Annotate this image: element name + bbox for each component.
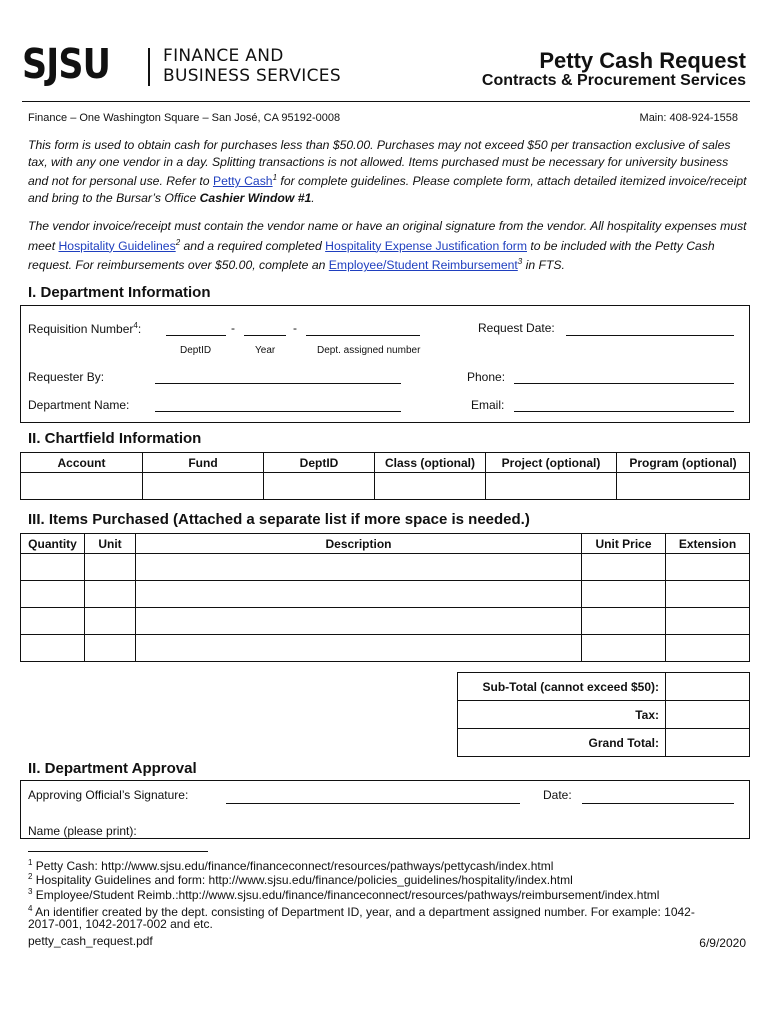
extension-input[interactable]	[666, 608, 750, 635]
revision-date: 6/9/2020	[699, 936, 746, 950]
intro-text: in FTS.	[522, 258, 565, 273]
footnote-text: Petty Cash: http://www.sjsu.edu/finance/financeconnect/resources/pathways/pettycash/index.html	[32, 859, 554, 873]
grand-total-label: Grand Total:	[458, 729, 666, 757]
signature-label: Approving Official’s Signature:	[28, 788, 189, 802]
subtotal-label: Sub-Total (cannot exceed $50):	[458, 673, 666, 701]
deptid-input[interactable]	[264, 473, 375, 500]
reimbursement-link[interactable]: Employee/Student Reimbursement	[328, 258, 518, 273]
extension-input[interactable]	[666, 554, 750, 581]
footnote-number: 1	[28, 858, 33, 867]
footnote-ref: 4	[133, 321, 138, 330]
intro-text: and a required completed	[180, 238, 326, 253]
print-name-label: Name (please print):	[28, 824, 137, 838]
sjsu-logo: SJSU	[22, 40, 111, 88]
tax-input[interactable]	[666, 701, 750, 729]
quantity-input[interactable]	[21, 608, 85, 635]
quantity-input[interactable]	[21, 554, 85, 581]
totals-table	[457, 672, 750, 757]
unit-input[interactable]	[85, 554, 136, 581]
fund-input[interactable]	[143, 473, 264, 500]
req-year-field[interactable]	[244, 335, 286, 336]
footnote-ref: 1	[272, 173, 278, 183]
requester-field[interactable]	[155, 383, 401, 384]
unit-price-input[interactable]	[582, 581, 666, 608]
phone-label: Phone:	[467, 370, 506, 384]
department-name-field[interactable]	[155, 411, 401, 412]
form-title: Petty Cash Request	[539, 48, 746, 73]
description-input[interactable]	[136, 581, 582, 608]
item-row	[21, 635, 750, 662]
quantity-input[interactable]	[21, 581, 85, 608]
tax-label: Tax:	[458, 701, 666, 729]
intro-text: .	[311, 190, 315, 205]
program-input[interactable]	[617, 473, 750, 500]
label-text: Requisition Number	[28, 322, 134, 336]
col-extension: Extension	[666, 534, 750, 554]
col-program: Program (optional)	[617, 453, 750, 473]
footnote-3	[28, 885, 659, 902]
col-project: Project (optional)	[486, 453, 617, 473]
main-phone: Main: 408-924-1558	[639, 112, 738, 124]
email-label: Email:	[471, 398, 505, 412]
col-account: Account	[21, 453, 143, 473]
dash: -	[231, 321, 235, 335]
account-input[interactable]	[21, 473, 143, 500]
phone-field[interactable]	[514, 383, 734, 384]
signature-field[interactable]	[226, 803, 520, 804]
req-deptid-field[interactable]	[166, 335, 226, 336]
logo-department	[163, 46, 341, 86]
dept-info-heading: I. Department Information	[28, 284, 211, 301]
email-field[interactable]	[514, 411, 734, 412]
col-deptid: DeptID	[264, 453, 375, 473]
quantity-input[interactable]	[21, 635, 85, 662]
footnote-4-cont: 2017-001, 1042-2017-002 and etc.	[28, 917, 213, 931]
petty-cash-link[interactable]: Petty Cash	[212, 174, 273, 189]
extension-input[interactable]	[666, 581, 750, 608]
logo-line-2: BUSINESS SERVICES	[163, 66, 341, 86]
label-colon: :	[137, 322, 142, 336]
items-table	[20, 533, 750, 662]
cashier-window: Cashier Window #1	[199, 190, 312, 205]
chartfield-heading: II. Chartfield Information	[28, 430, 202, 447]
grand-total-input[interactable]	[666, 729, 750, 757]
unit-price-input[interactable]	[582, 635, 666, 662]
hospitality-guidelines-link[interactable]: Hospitality Guidelines	[58, 238, 176, 253]
dash: -	[293, 321, 297, 335]
item-row	[21, 608, 750, 635]
department-name-label: Department Name:	[28, 398, 130, 412]
unit-input[interactable]	[85, 581, 136, 608]
logo-line-1: FINANCE AND	[163, 46, 284, 66]
unit-price-input[interactable]	[582, 554, 666, 581]
item-row	[21, 554, 750, 581]
footnote-ref: 3	[517, 257, 523, 267]
unit-input[interactable]	[85, 608, 136, 635]
footnote-rule	[28, 851, 208, 852]
unit-input[interactable]	[85, 635, 136, 662]
approval-date-label: Date:	[543, 788, 572, 802]
intro-text: This form is used to obtain cash for purchases less than $50.00. Purchases may not exceed $50 per transaction exclusive of sales tax, with any one vendor in a day. Splitting transactions is not allowed. Items purchased must be necessary for university business and not for personal use. Refer to	[28, 138, 731, 189]
extension-input[interactable]	[666, 635, 750, 662]
footnote-text: Hospitality Guidelines and form: http://www.sjsu.edu/finance/policies_guidelines/hospitality/index.html	[32, 873, 573, 887]
header-rule	[22, 101, 750, 102]
req-seq-field[interactable]	[306, 335, 420, 336]
intro-text: The vendor invoice/receipt must contain the vendor name or have an original signature from the vendor. All hospitality expenses must meet	[28, 219, 747, 253]
intro-paragraph-2	[28, 218, 748, 274]
footnote-ref: 2	[175, 237, 181, 247]
request-date-label: Request Date:	[478, 321, 555, 335]
items-heading: III. Items Purchased (Attached a separate list if more space is needed.)	[28, 511, 530, 528]
year-hint: Year	[255, 345, 276, 356]
footnote-text: Employee/Student Reimb.:http://www.sjsu.edu/finance/financeconnect/resources/pathways/reimbursement/index.html	[32, 888, 660, 902]
intro-text: to be included with the Petty Cash request. For reimbursements over $50.00, complete an	[28, 238, 715, 273]
subtotal-input[interactable]	[666, 673, 750, 701]
footnote-number: 3	[28, 887, 33, 896]
footnote-text: An identifier created by the dept. consisting of Department ID, year, and a department assigned number. For example: 1042-	[32, 905, 695, 919]
project-input[interactable]	[486, 473, 617, 500]
description-input[interactable]	[136, 608, 582, 635]
col-class: Class (optional)	[375, 453, 486, 473]
approval-heading: II. Department Approval	[28, 760, 197, 777]
col-unit: Unit	[85, 534, 136, 554]
col-fund: Fund	[143, 453, 264, 473]
form-subtitle: Contracts & Procurement Services	[481, 72, 746, 89]
requisition-number-label	[28, 321, 141, 336]
description-input[interactable]	[136, 554, 582, 581]
address: Finance – One Washington Square – San José, CA 95192-0008	[28, 112, 341, 124]
deptid-hint: DeptID	[180, 345, 212, 356]
col-quantity: Quantity	[21, 534, 85, 554]
intro-text: for complete guidelines. Please complete form, attach detailed itemized invoice/receipt and bring to the Bursar’s Office	[28, 174, 747, 205]
hospitality-justification-link[interactable]: Hospitality Expense Justification form	[325, 238, 527, 253]
col-description: Description	[136, 534, 582, 554]
col-unit-price: Unit Price	[582, 534, 666, 554]
footnote-number: 2	[28, 872, 33, 881]
file-name: petty_cash_request.pdf	[28, 934, 153, 948]
footnote-number: 4	[28, 904, 33, 913]
request-date-field[interactable]	[566, 335, 734, 336]
approval-date-field[interactable]	[582, 803, 734, 804]
requester-label: Requester By:	[28, 370, 105, 384]
class-input[interactable]	[375, 473, 486, 500]
description-input[interactable]	[136, 635, 582, 662]
unit-price-input[interactable]	[582, 608, 666, 635]
logo-divider	[148, 48, 150, 86]
item-row	[21, 581, 750, 608]
chartfield-table	[20, 452, 750, 500]
intro-paragraph-1	[28, 137, 748, 206]
seq-hint: Dept. assigned number	[317, 345, 421, 356]
